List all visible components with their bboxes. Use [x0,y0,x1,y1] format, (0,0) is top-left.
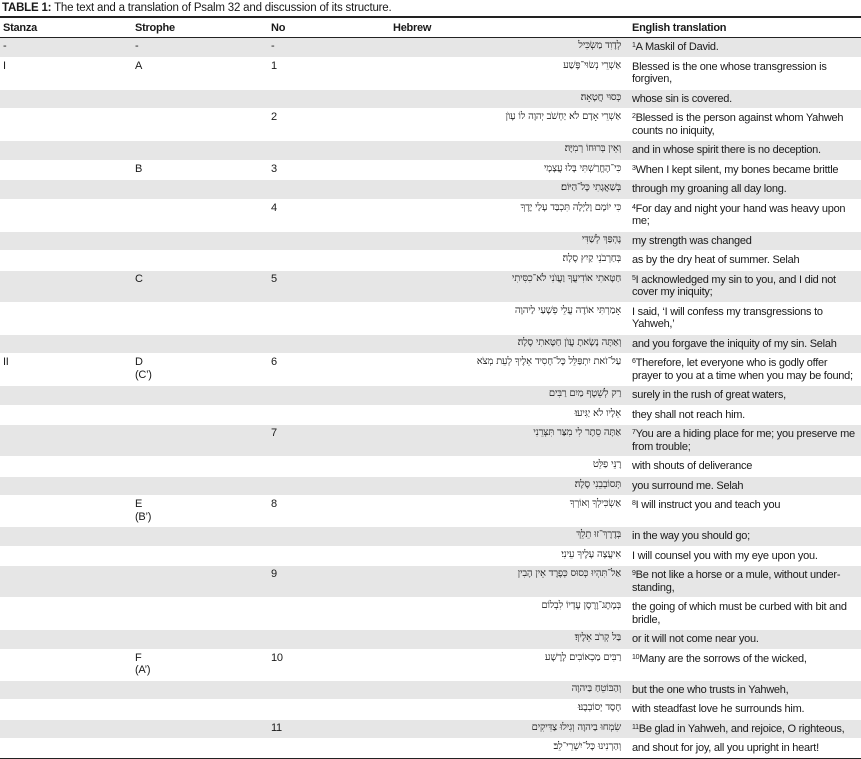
english-cell [629,527,861,547]
verse-superscript: 9 [632,570,636,577]
stanza-cell [0,457,132,477]
strophe-cell [132,38,268,58]
hebrew-cell: וְאַתָּה נָשָׂאתָ עֲוֺן חַטָּאתִי סֶלָה׃ [517,336,621,348]
stanza-cell [0,180,132,200]
table-row [0,199,861,231]
header-no: No [271,21,286,34]
english-cell [629,425,861,457]
english-text: and in whose spirit there is no deception. [632,144,821,156]
strophe-cell [132,719,268,739]
table-row [0,109,861,141]
verse-number-cell [268,457,393,477]
table-row [0,649,861,680]
table-row [0,302,861,334]
verse-number-cell: 3 [271,162,277,175]
strophe-cell [132,109,268,141]
hebrew-cell: בַּל קְרֹב אֵלֶיךָ׃ [574,632,621,643]
english-cell [629,680,861,700]
strophe-cell [132,405,268,425]
verse-number-cell [268,700,393,720]
table-row [0,405,861,425]
verse-number-cell [268,630,393,650]
english-cell [629,496,861,527]
verse-number-cell [268,141,393,161]
english-text: and shout for joy, all you upright in heart! [632,742,819,754]
strophe-cell [132,354,268,386]
table-row [0,141,861,161]
stanza-cell [0,496,132,527]
verse-superscript: 1 [632,42,636,49]
table-row [0,527,861,547]
psalm-table [0,16,861,759]
stanza-cell: I [3,59,6,72]
english-cell [629,251,861,271]
english-cell [629,598,861,630]
verse-number-cell [268,231,393,251]
hebrew-cell: אֵלָיו לֹא יַגִּיעוּ׃ [574,407,621,419]
table-row [0,270,861,302]
stanza-cell [0,109,132,141]
english-text: in the way you should go; [632,530,750,542]
verse-number-cell: 8 [271,498,277,510]
strophe-cell [132,386,268,406]
verse-superscript: 10 [632,653,640,661]
english-cell [629,199,861,231]
english-text: I will counsel you with my eye upon you. [632,549,818,562]
verse-number-cell [268,405,393,425]
english-text: and you forgave the iniquity of my sin. Selah [632,337,837,350]
stanza-cell [0,649,132,680]
table-row [0,354,861,386]
english-cell [629,649,861,680]
table-row [0,334,861,354]
verse-number-cell: 11 [271,721,282,734]
english-text: they shall not reach him. [632,408,745,421]
table-row [0,160,861,180]
english-text: For day and night your hand was heavy upon me; [632,202,846,227]
table-row [0,739,861,759]
english-text: with steadfast love he surrounds him. [632,703,805,715]
verse-number-cell [268,251,393,271]
english-text: Many are the sorrows of the wicked, [639,652,807,665]
strophe-parallel: (C’) [135,368,152,381]
stanza-cell [0,405,132,425]
verse-number-cell [268,180,393,200]
verse-number-cell [268,89,393,109]
verse-number-cell: - [271,40,275,52]
strophe-cell [132,270,268,302]
hebrew-cell: וְהַבּוֹטֵחַ בַּיהוָה [571,682,621,694]
table-row [0,719,861,739]
verse-number-cell: 7 [271,427,277,439]
strophe-cell [132,199,268,231]
header-strophe: Strophe [135,21,175,34]
stanza-cell [0,739,132,759]
strophe-cell [132,302,268,334]
hebrew-cell: בְּשַׁאֲגָתִי כָּל־הַיּוֹם׃ [561,182,621,193]
stanza-cell: - [3,40,7,52]
verse-superscript: 2 [632,113,636,120]
hebrew-cell: וְהַרְנִינוּ כָּל־יִשְׁרֵי־לֵב׃ [553,741,621,752]
stanza-cell [0,598,132,630]
verse-number-cell [268,302,393,334]
english-cell [629,109,861,141]
verse-number-cell: 9 [271,568,277,580]
english-cell [629,457,861,477]
english-text: whose sin is covered. [632,92,732,105]
hebrew-cell: אַל־תִּהְיוּ כְּסוּס כְּפֶרֶד אֵין הָבִין [517,568,621,579]
hebrew-cell: רַק לְשֵׁטֶף מַיִם רַבִּים [548,388,621,399]
english-text: surely in the rush of great waters, [632,389,786,401]
english-cell [629,89,861,109]
strophe-label: F [135,651,142,664]
english-cell [629,57,861,89]
strophe-cell [132,231,268,251]
strophe-cell [132,425,268,457]
stanza-cell [0,386,132,406]
table-row [0,700,861,720]
verse-superscript: 3 [632,164,636,172]
hebrew-cell: בְּחַרְבֹנֵי קַיִץ סֶלָה׃ [562,253,621,264]
verse-superscript: 4 [632,203,636,211]
english-cell [629,546,861,566]
strophe-cell [132,680,268,700]
strophe-cell [132,527,268,547]
hebrew-cell: חַטָּאתִי אוֹדִיעֲךָ וַעֲוֺנִי לֹא־כִסִּיתִי [511,272,621,284]
english-text: with shouts of deliverance [632,460,753,472]
hebrew-cell: אָמַרְתִּי אוֹדֶה עֲלֵי פְשָׁעַי לַיהוָה [514,304,621,316]
strophe-label: C [135,272,143,285]
english-cell [629,38,861,58]
strophe-cell [132,334,268,354]
table-row [0,251,861,271]
stanza-cell [0,527,132,547]
english-text: my strength was changed [632,234,752,247]
hebrew-cell: אִיעֲצָה עָלֶיךָ עֵינִי׃ [561,548,621,560]
stanza-cell [0,231,132,251]
english-text: but the one who trusts in Yahweh, [632,683,789,696]
strophe-cell [132,141,268,161]
table-header-row [0,17,861,38]
english-text: the going of which must be curbed with bit and bridle, [632,601,847,626]
strophe-cell [132,496,268,527]
verse-number-cell [268,598,393,630]
table-row [0,476,861,496]
verse-superscript: 5 [632,274,636,282]
english-cell [629,700,861,720]
hebrew-cell: אַשְׁרֵי נְשׂוּי־פֶּשַׁע [563,59,621,71]
table-row [0,425,861,457]
strophe-cell [132,649,268,680]
english-text: You are a hiding place for me; you preserve me from trouble; [632,428,855,453]
english-cell [629,231,861,251]
stanza-cell [0,476,132,496]
stanza-cell [0,630,132,650]
stanza-cell [0,302,132,334]
english-text: Be glad in Yahweh, and rejoice, O righteous, [638,722,845,735]
hebrew-cell: כְּסוּי חֲטָאָה׃ [580,91,621,103]
strophe-label: E [135,498,143,510]
english-cell [629,739,861,759]
english-cell [629,405,861,425]
verse-number-cell: 1 [271,59,277,72]
hebrew-cell: כִּי־הֶחֱרַשְׁתִּי בָּלוּ עֲצָמָי [543,162,621,174]
stanza-cell [0,141,132,161]
table-row [0,680,861,700]
english-cell [629,334,861,354]
hebrew-cell: תְּסוֹבְבֵנִי סֶלָה׃ [574,478,621,490]
strophe-label: D [135,356,143,368]
table-row [0,180,861,200]
english-text: you surround me. Selah [632,479,744,492]
strophe-cell [132,160,268,180]
verse-superscript: 7 [632,429,636,436]
table-row [0,386,861,406]
english-text: I said, ‘I will confess my transgressions to Yahweh,’ [632,305,823,330]
english-text: Therefore, let everyone who is godly offer prayer to you at a time when you may be found; [632,357,853,382]
table-row [0,38,861,58]
verse-superscript: 8 [632,500,636,507]
stanza-cell [0,89,132,109]
hebrew-cell: רָנֵּי פַלֵּט [592,459,621,470]
stanza-cell [0,270,132,302]
english-cell [629,270,861,302]
english-text: through my groaning all day long. [632,183,787,195]
english-text: Blessed is the person against whom Yahweh counts no iniquity, [632,112,844,137]
strophe-cell [132,739,268,759]
hebrew-cell: לְדָוִד מַשְׂכִּיל [578,40,621,51]
verse-number-cell: 2 [271,111,277,123]
strophe-cell [132,57,268,89]
english-text: as by the dry heat of summer. Selah [632,254,800,266]
strophe-cell [132,251,268,271]
verse-number-cell [268,739,393,759]
strophe-cell [132,630,268,650]
verse-superscript: 6 [632,358,636,365]
hebrew-cell: שִׂמְחוּ בַיהוָה וְגִילוּ צַדִּיקִים [531,721,621,733]
hebrew-cell: עַל־זֹאת יִתְפַּלֵּל כָּל־חָסִיד אֵלֶיךָ לְעֵת מְצֹא [476,356,621,367]
english-text: A Maskil of David. [635,41,719,53]
header-hebrew: Hebrew [393,21,432,34]
table-row [0,457,861,477]
table-row [0,496,861,527]
strophe-cell [132,700,268,720]
stanza-cell [0,719,132,739]
table-row [0,598,861,630]
stanza-cell [0,334,132,354]
english-cell [629,386,861,406]
english-cell [629,719,861,739]
english-text: Be not like a horse or a mule, without under-standing, [632,569,841,594]
hebrew-cell: בְּדֶרֶךְ־זוּ תֵלֵךְ [576,529,621,540]
verse-number-cell [268,476,393,496]
english-text: Blessed is the one whose transgression is forgiven, [632,60,827,85]
strophe-cell [132,598,268,630]
strophe-label: B [135,162,143,175]
hebrew-cell: אַתָּה סֵתֶר לִי מִצַּר תִּצְּרֵנִי [533,427,621,438]
english-cell [629,476,861,496]
english-text: When I kept silent, my bones became brittle [635,163,839,176]
english-text: I will instruct you and teach you [635,499,781,511]
caption-label: TABLE 1: [2,2,52,14]
verse-number-cell [268,527,393,547]
stanza-cell [0,566,132,598]
strophe-cell [132,566,268,598]
verse-number-cell: 4 [271,201,277,214]
strophe-parallel: (A’) [135,664,151,676]
english-cell [629,141,861,161]
hebrew-cell: כִּי יוֹמָם וָלַיְלָה תִּכְבַּד עָלַי יָדֶךָ [520,201,621,213]
stanza-cell [0,199,132,231]
english-text: or it will not come near you. [632,633,759,645]
stanza-cell [0,680,132,700]
caption-text: The text and a translation of Psalm 32 and discussion of its structure. [51,2,392,14]
verse-number-cell [268,334,393,354]
hebrew-cell: נֶהְפַּךְ לְשַׁדִּי [581,233,621,245]
strophe-cell [132,546,268,566]
strophe-label: - [135,40,139,52]
hebrew-cell: אַשְׁרֵי אָדָם לֹא יַחְשֹׁב יְהוָה לוֹ עָוֺן [505,111,621,122]
english-cell [629,160,861,180]
stanza-cell [0,160,132,180]
hebrew-cell: רַבִּים מַכְאוֹבִים לָרָשָׁע [544,651,621,663]
stanza-cell [0,546,132,566]
verse-number-cell [268,680,393,700]
hebrew-cell: אַשְׂכִּילְךָ וְאוֹרְךָ [569,498,621,509]
english-cell [629,302,861,334]
english-cell [629,630,861,650]
strophe-cell [132,89,268,109]
header-english: English translation [632,21,727,34]
english-cell [629,566,861,598]
stanza-cell [0,425,132,457]
stanza-cell [0,700,132,720]
table-row [0,566,861,598]
verse-superscript: 11 [632,723,639,731]
hebrew-cell: וְאֵין בְּרוּחוֹ רְמִיָּה׃ [564,143,621,154]
table-row [0,89,861,109]
strophe-label: A [135,59,143,72]
verse-number-cell: 6 [271,356,277,368]
stanza-cell [0,251,132,271]
verse-number-cell [268,546,393,566]
hebrew-cell: חֶסֶד יְסוֹבְבֶנּוּ׃ [578,702,621,713]
table-row [0,231,861,251]
english-cell [629,180,861,200]
english-cell [629,354,861,386]
table-row [0,546,861,566]
verse-number-cell: 10 [271,651,283,664]
table-row [0,630,861,650]
hebrew-cell: בְּמֶתֶג־וָרֶסֶן עֶדְיוֹ לִבְלוֹם [541,600,621,611]
table-row [0,57,861,89]
table-caption [0,0,861,16]
strophe-cell [132,476,268,496]
strophe-cell [132,457,268,477]
strophe-cell [132,180,268,200]
verse-number-cell: 5 [271,272,277,285]
english-text: I acknowledged my sin to you, and I did not cover my iniquity; [632,273,836,298]
strophe-parallel: (B’) [135,510,152,523]
stanza-cell: II [3,356,9,368]
verse-number-cell [268,386,393,406]
header-stanza: Stanza [3,21,37,34]
